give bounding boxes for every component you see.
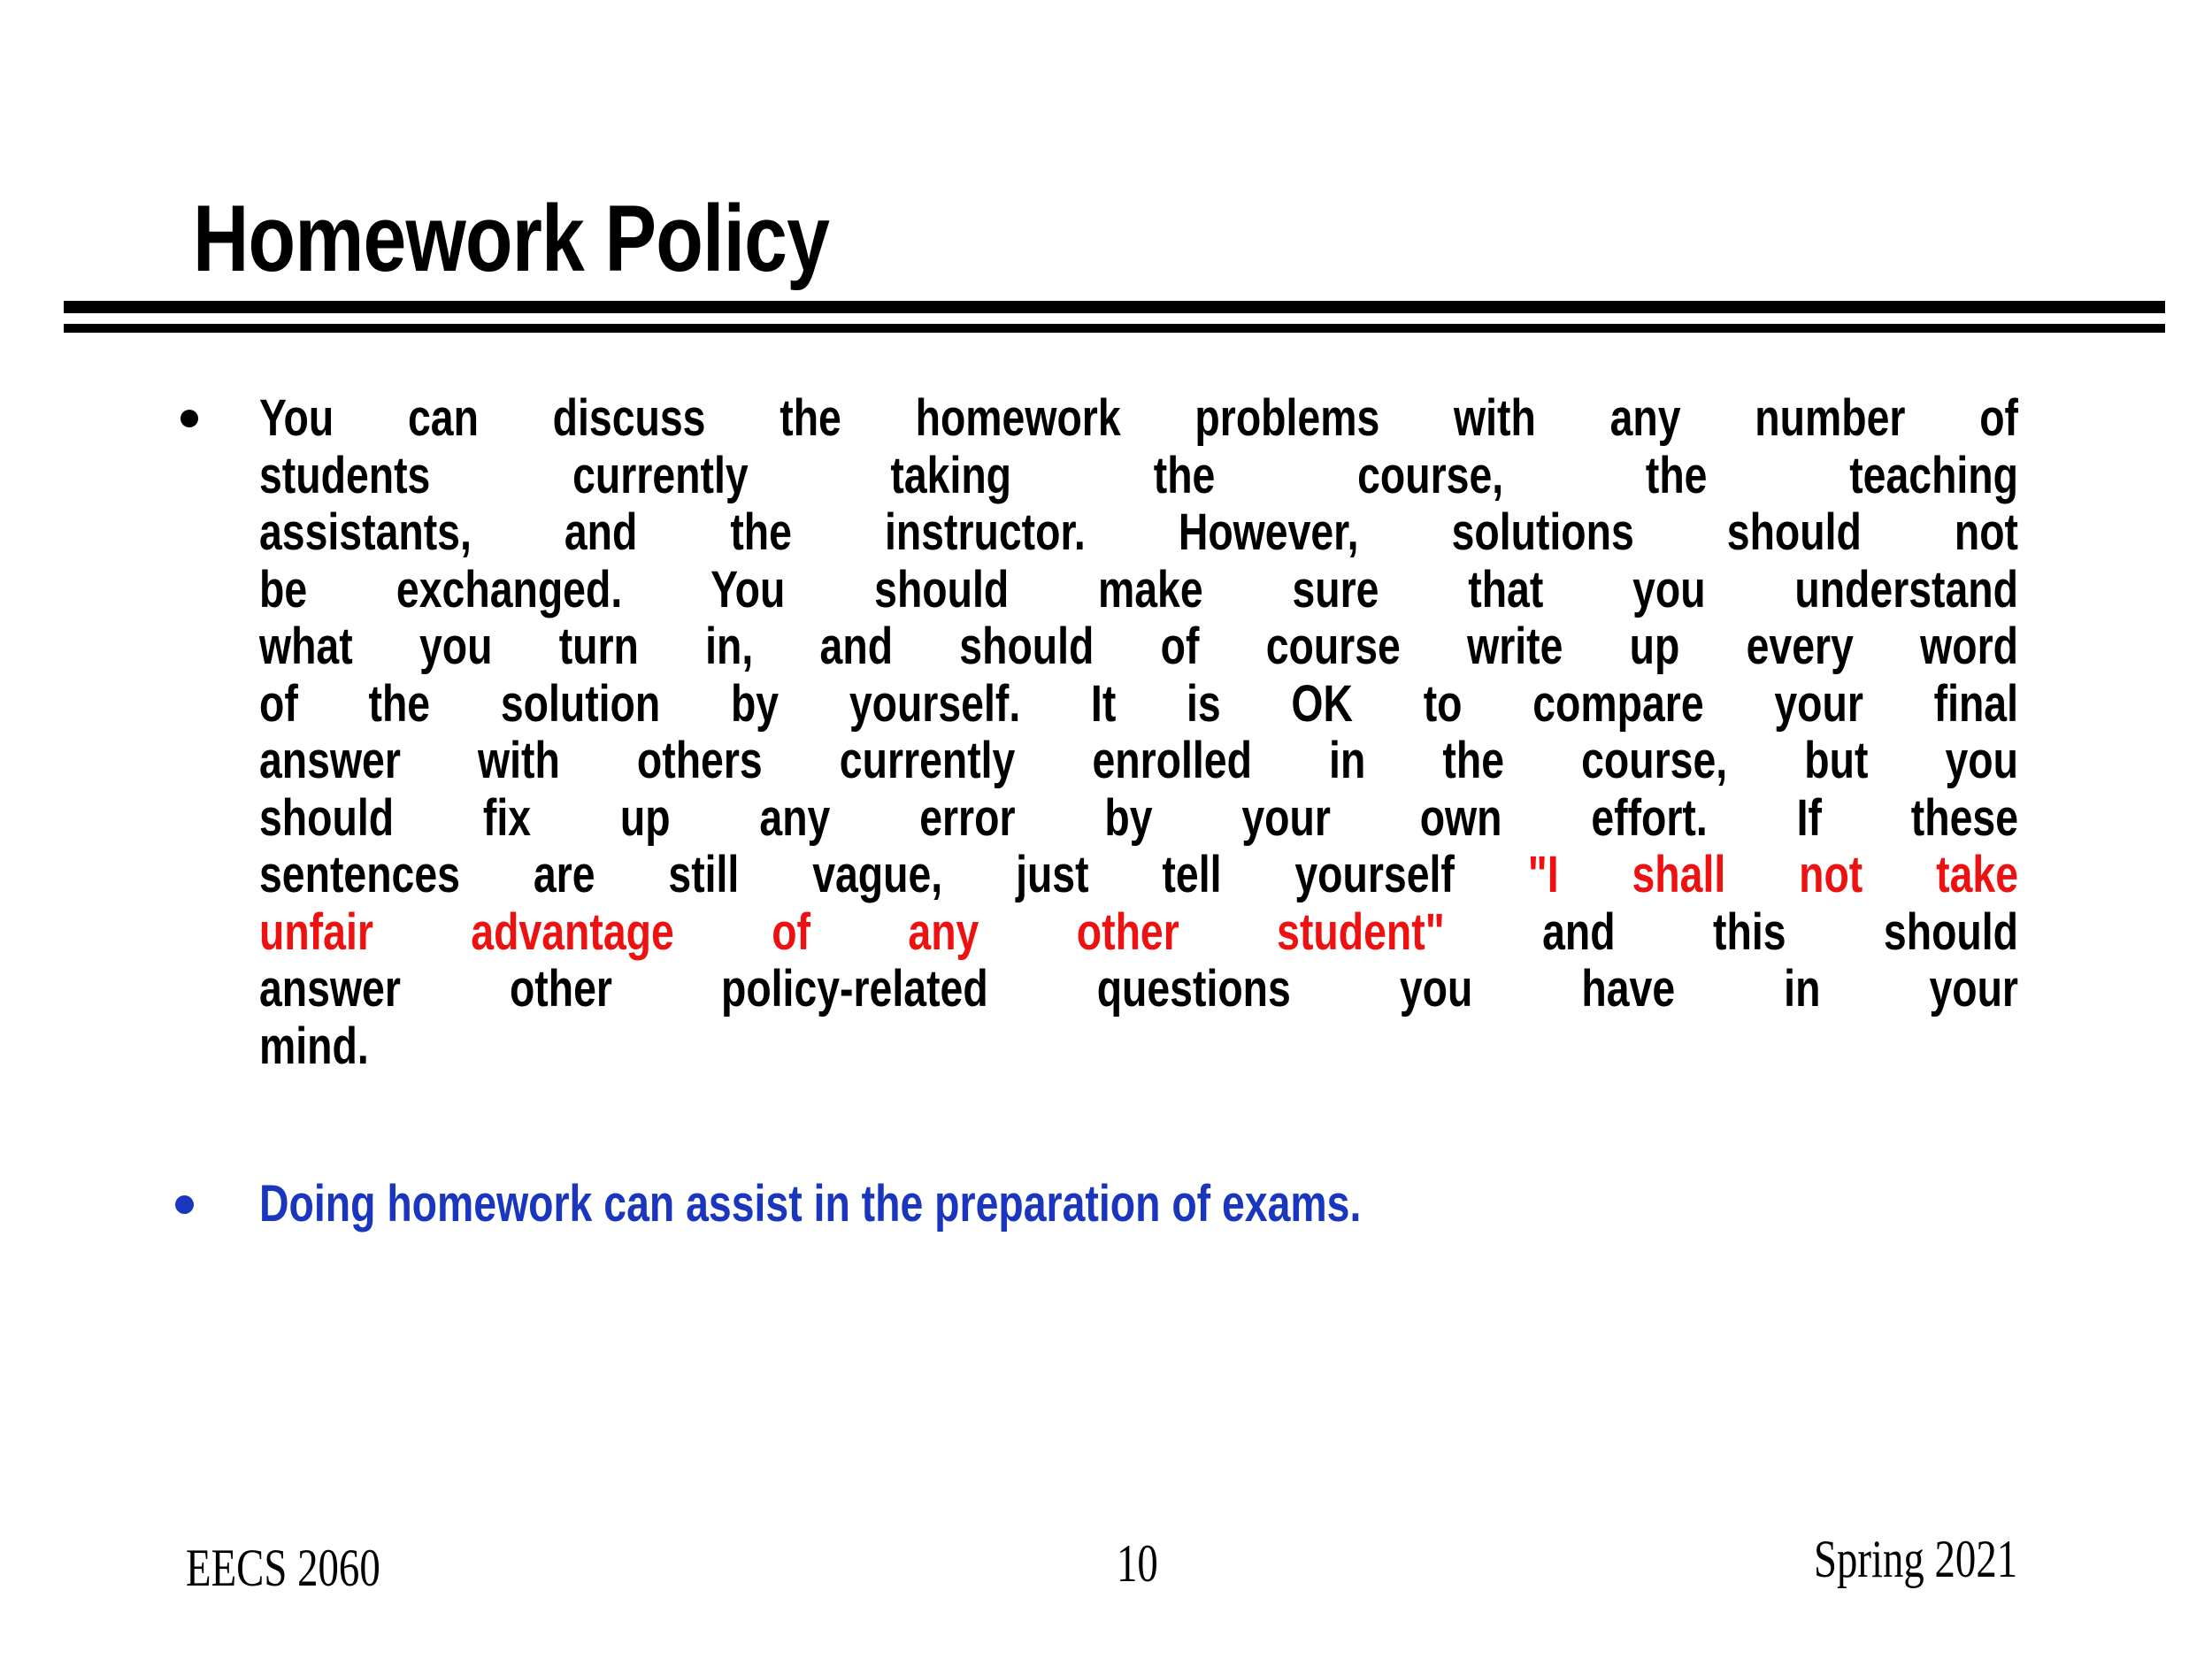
- body-text-segment: and this should: [1444, 902, 2018, 961]
- body-text-segment: of the solution by yourself. It is OK to compare your final: [259, 674, 2018, 733]
- paragraph-line: [259, 448, 2018, 505]
- paragraph-line: [259, 390, 2018, 448]
- paragraph-line: [259, 790, 2018, 848]
- policy-paragraph: [259, 390, 2018, 1075]
- paragraph-line: [259, 1176, 2018, 1233]
- footer-course-code: EECS 2060: [186, 1539, 380, 1597]
- body-text-segment: should fix up any error by your own effort. If these: [259, 788, 2018, 847]
- paragraph-line: [259, 904, 2018, 962]
- paragraph-line: [259, 1018, 2018, 1076]
- slide-title: Homework Policy: [193, 185, 830, 291]
- paragraph-line: [259, 618, 2018, 676]
- footer-page-number: 10: [1117, 1534, 1158, 1593]
- body-text-segment: You can discuss the homework problems with any number of: [259, 389, 2018, 447]
- title-underline-thin: [64, 324, 2165, 333]
- body-text-segment: students currently taking the course, the teaching: [259, 446, 2018, 504]
- emphasis-red-text: "I shall not take: [1527, 846, 2018, 903]
- title-underline-thick: [64, 301, 2165, 313]
- paragraph-line: [259, 676, 2018, 733]
- exam-note-line: [259, 1176, 2018, 1233]
- body-text-segment: assistants, and the instructor. However, solutions should not: [259, 503, 2018, 561]
- paragraph-line: [259, 847, 2018, 904]
- bullet-dot-black: [180, 410, 198, 427]
- body-text-segment: what you turn in, and should of course write up every word: [259, 618, 2018, 675]
- bullet-dot-blue: [175, 1195, 194, 1214]
- body-text-segment: mind.: [259, 1017, 369, 1075]
- emphasis-red-text: unfair advantage of any other student": [259, 902, 1445, 961]
- body-text-segment: be exchanged. You should make sure that you understand: [259, 560, 2018, 618]
- paragraph-line: [259, 961, 2018, 1018]
- footer-term: Spring 2021: [1814, 1530, 2018, 1588]
- emphasis-blue-text: Doing homework can assist in the preparation of exams.: [259, 1175, 1362, 1233]
- paragraph-line: [259, 504, 2018, 562]
- body-text-segment: answer with others currently enrolled in the course, but you: [259, 732, 2018, 789]
- body-text-segment: answer other policy-related questions you have in your: [259, 960, 2018, 1018]
- paragraph-line: [259, 562, 2018, 619]
- paragraph-line: [259, 733, 2018, 790]
- body-text-segment: sentences are still vague, just tell yourself: [259, 846, 1528, 903]
